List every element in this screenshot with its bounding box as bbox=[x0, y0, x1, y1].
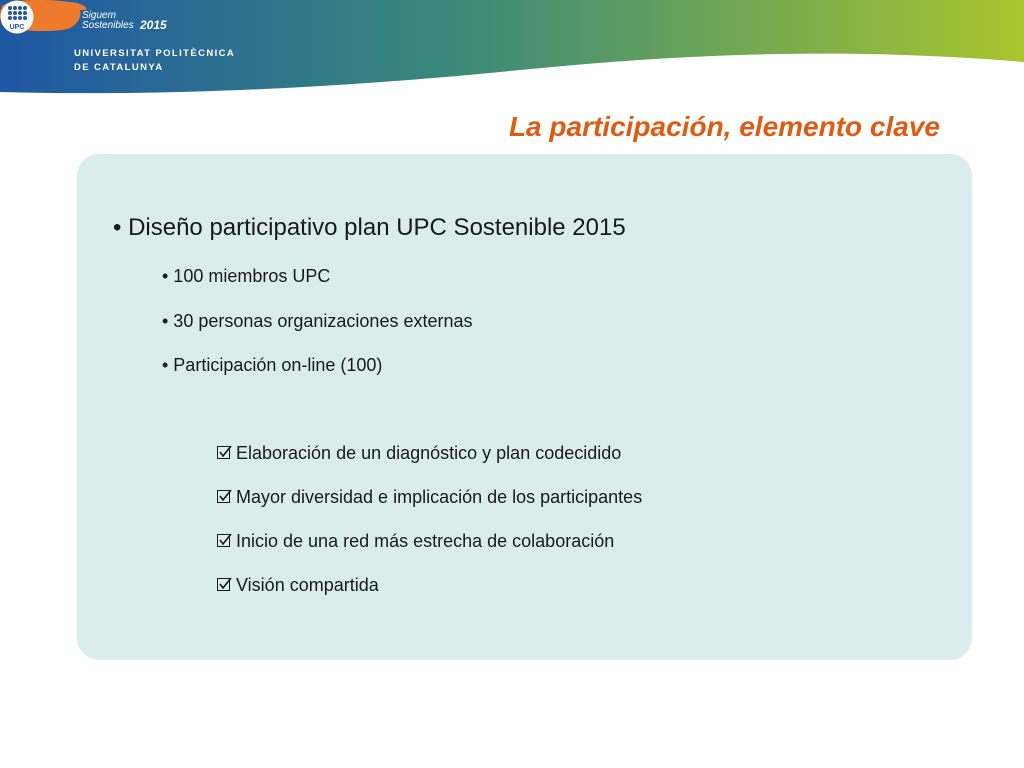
sub-bullet-members: • 100 miembros UPC bbox=[162, 266, 331, 286]
check-label: Mayor diversidad e implicación de los participantes bbox=[236, 487, 643, 507]
checkbox-icon bbox=[217, 490, 230, 503]
checkbox-icon bbox=[217, 534, 230, 547]
check-item bbox=[217, 487, 642, 508]
checkbox-icon bbox=[217, 446, 230, 459]
slide-title: La participación, elemento clave bbox=[508, 111, 940, 142]
upc-logo-icon bbox=[0, 0, 34, 34]
sub-bullet-online: • Participación on-line (100) bbox=[162, 355, 383, 375]
badge-text bbox=[82, 10, 167, 32]
badge-year: 2015 bbox=[140, 18, 167, 32]
check-item bbox=[217, 575, 379, 596]
badge-line1: Siguem bbox=[82, 10, 116, 21]
main-bullet: • Diseño participativo plan UPC Sostenible 2015 bbox=[113, 214, 626, 241]
check-item bbox=[217, 443, 621, 464]
university-line1: UNIVERSITAT POLITÈCNICA bbox=[74, 48, 236, 59]
sub-bullet-external: • 30 personas organizaciones externas bbox=[162, 311, 473, 331]
university-name bbox=[74, 47, 235, 75]
check-label: Elaboración de un diagnóstico y plan codecidido bbox=[236, 443, 622, 463]
checkbox-icon bbox=[217, 578, 230, 591]
badge-line2: Sostenibles bbox=[82, 20, 134, 31]
check-item bbox=[217, 531, 614, 552]
logo-text: UPC bbox=[9, 24, 25, 31]
header-banner bbox=[0, 0, 1024, 100]
check-label: Visión compartida bbox=[236, 575, 379, 595]
university-line2: DE CATALUNYA bbox=[74, 62, 164, 73]
check-label: Inicio de una red más estrecha de colaboración bbox=[236, 531, 615, 551]
